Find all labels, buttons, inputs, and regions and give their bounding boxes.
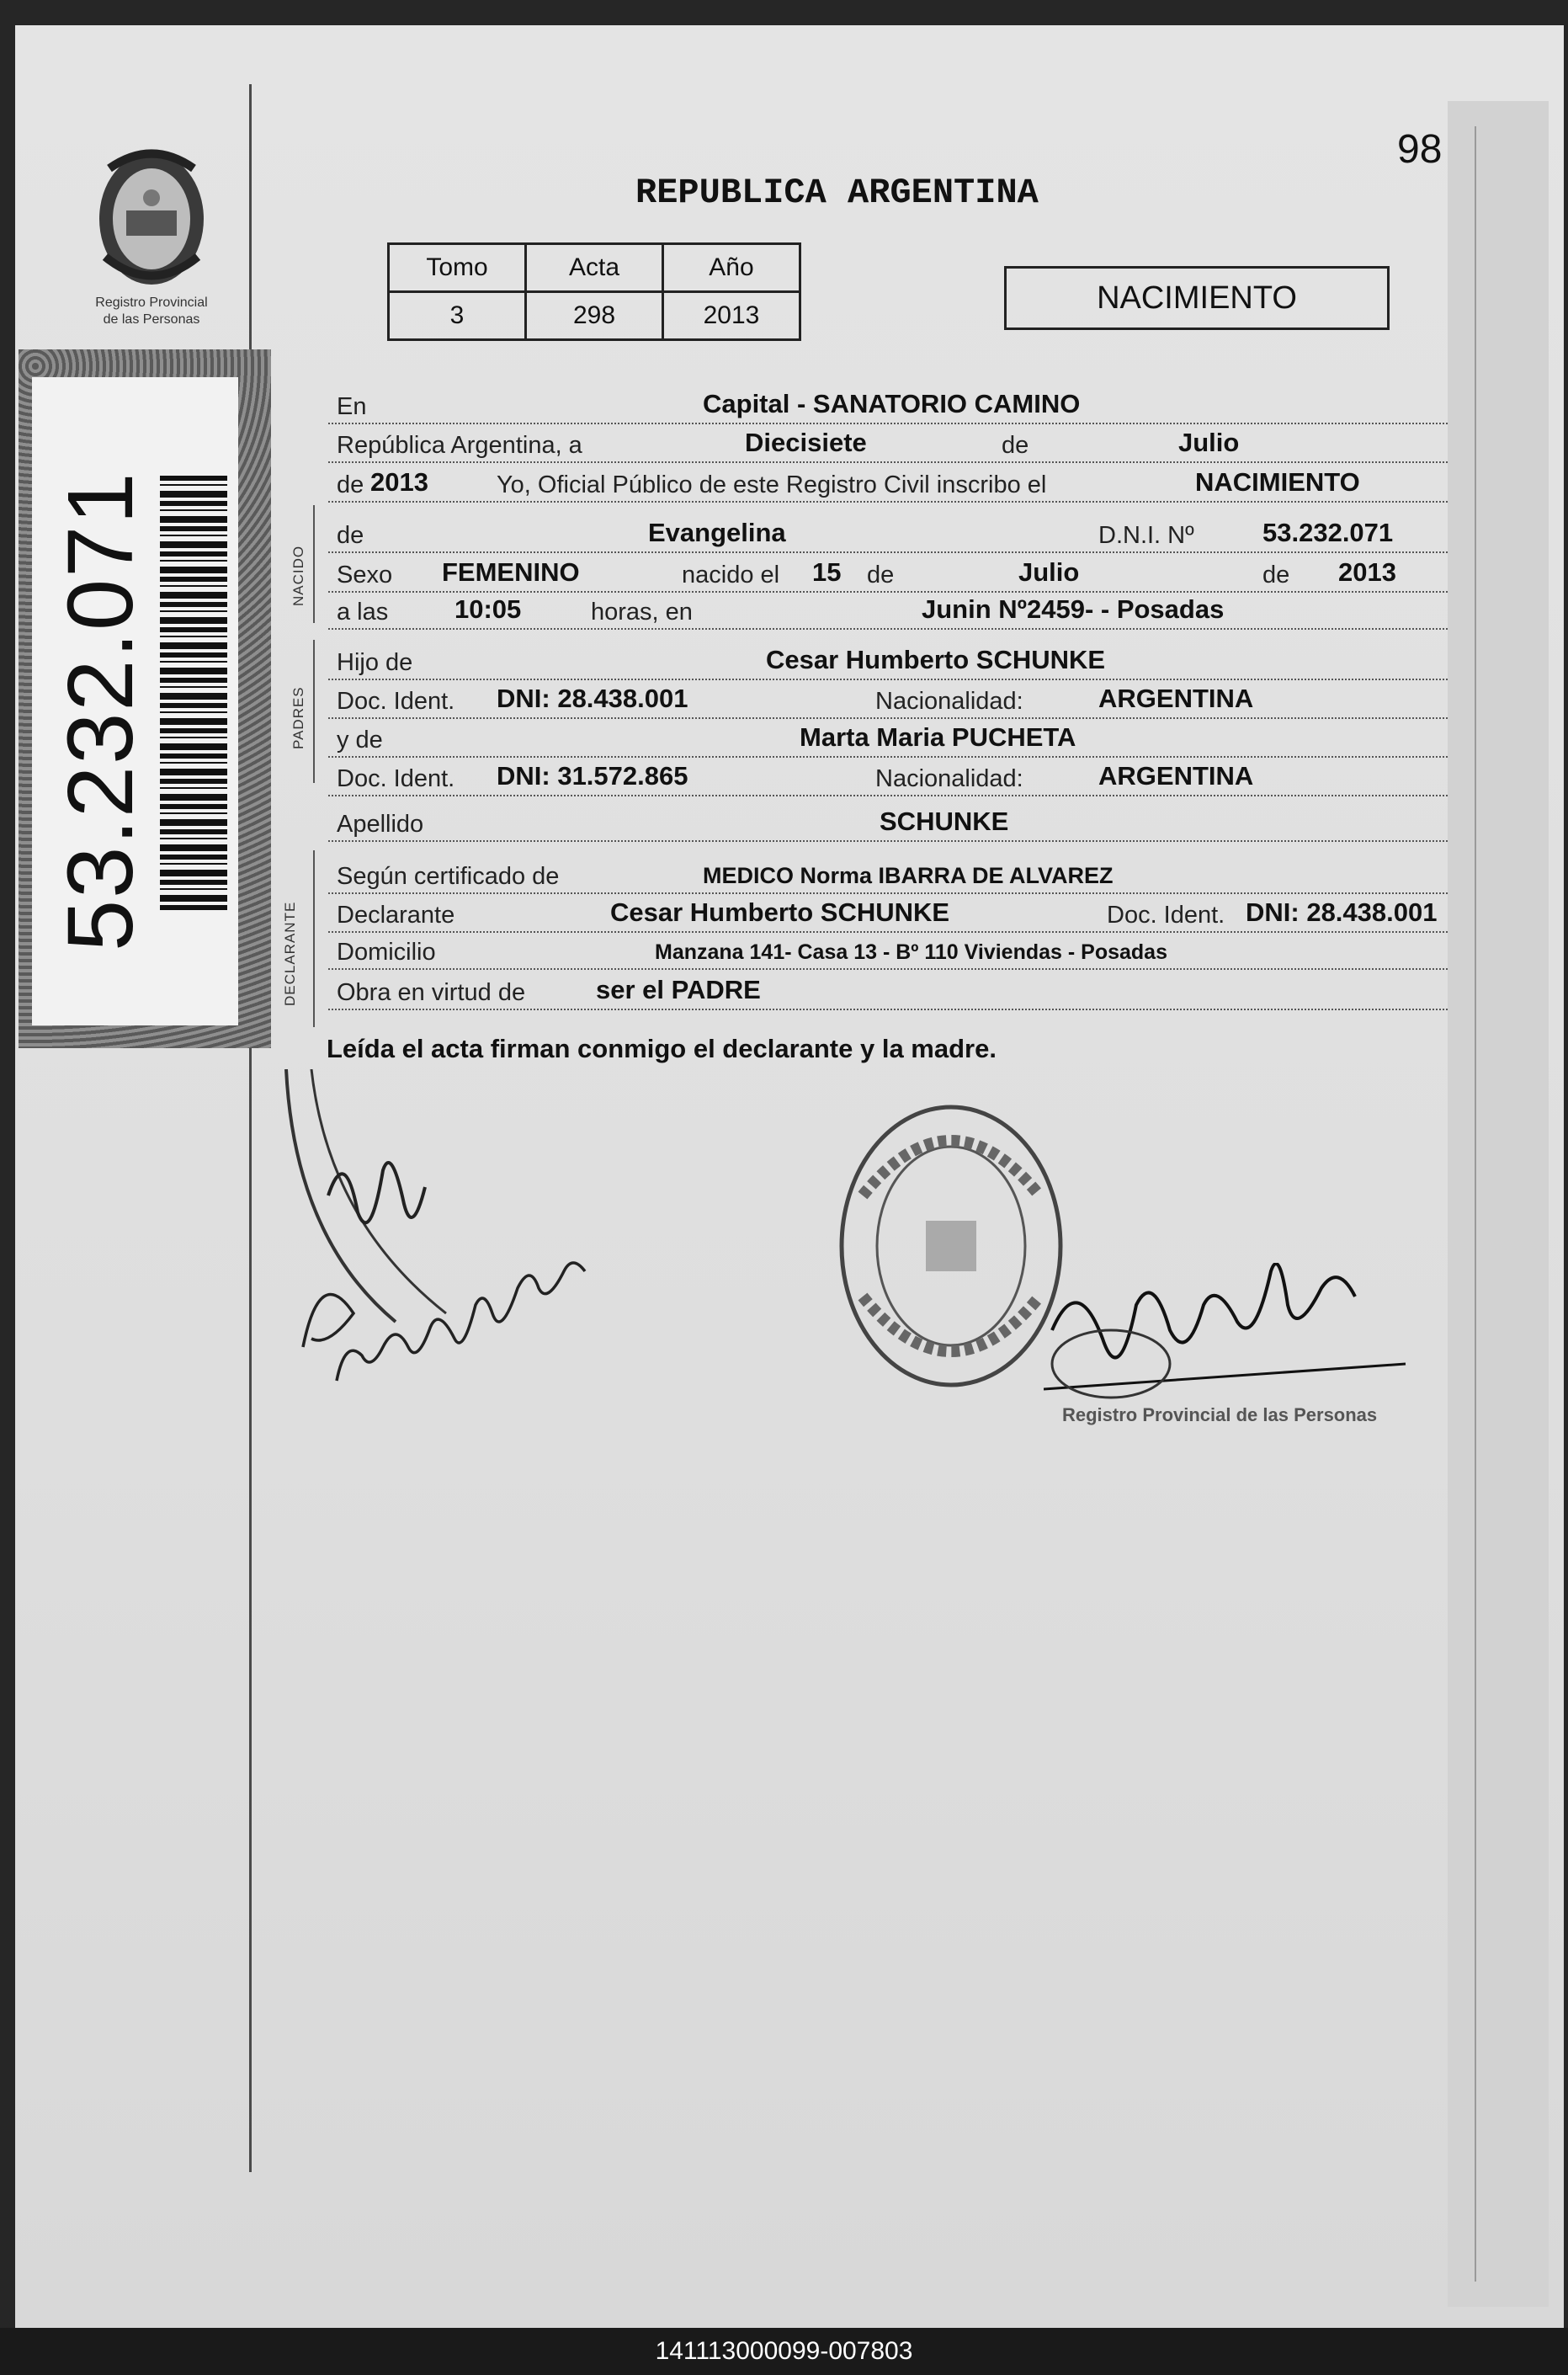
form-line-address	[328, 935, 1448, 970]
label-number: 53.232.071	[49, 471, 152, 951]
value-birth-year: 2013	[1338, 557, 1396, 587]
label-horas: horas, en	[591, 599, 693, 626]
label-de-3: de	[867, 562, 895, 588]
value-day: Diecisiete	[745, 428, 867, 457]
label-doc-ident-1: Doc. Ident.	[337, 688, 455, 715]
value-reason: ser el PADRE	[596, 975, 761, 1004]
form-line-surname	[328, 807, 1448, 842]
official-stamp	[829, 1094, 1073, 1398]
label-domicilio: Domicilio	[337, 939, 436, 966]
record-type-box: NACIMIENTO	[1004, 266, 1390, 330]
label-doc-ident-2: Doc. Ident.	[337, 765, 455, 792]
closing-statement: Leída el acta firman conmigo el declarante y la madre.	[327, 1034, 997, 1063]
form-line-declarant	[328, 897, 1448, 933]
form-line-date	[328, 428, 1448, 463]
header-acta: Acta	[526, 244, 663, 292]
label-nacionalidad-1: Nacionalidad:	[875, 688, 1023, 715]
record-table	[387, 242, 801, 341]
record-table-header	[389, 244, 800, 292]
value-tomo: 3	[389, 292, 526, 340]
label-declarante: Declarante	[337, 902, 455, 929]
label-de-1: de	[1002, 432, 1029, 459]
section-label-nacido: NACIDO	[290, 545, 306, 606]
mother-signature	[295, 1246, 648, 1389]
value-inscribo: NACIMIENTO	[1195, 467, 1360, 497]
label-inscribo: Yo, Oficial Público de este Registro Civil inscribo el	[497, 471, 1047, 498]
value-father-doc: DNI: 28.438.001	[497, 684, 688, 713]
value-dni: 53.232.071	[1262, 518, 1394, 547]
label-de-4: de	[1262, 562, 1290, 588]
form-line-mother-doc	[328, 761, 1448, 796]
value-father-nationality: ARGENTINA	[1098, 684, 1254, 713]
footer-code: 141113000099-007803	[0, 2328, 1568, 2375]
form-line-reason	[328, 975, 1448, 1010]
form-line-mother	[328, 722, 1448, 758]
registry-caption-line-2: de las Personas	[103, 312, 200, 327]
value-birth-month: Julio	[1018, 557, 1080, 587]
page-edge	[1448, 101, 1549, 2307]
value-certificate: MEDICO Norma IBARRA DE ALVAREZ	[703, 863, 1114, 888]
registry-caption-line-1: Registro Provincial	[95, 296, 208, 310]
form-line-place	[328, 389, 1448, 424]
right-rule	[1475, 126, 1476, 2282]
label-nacido: nacido el	[682, 562, 780, 588]
label-certificado: Según certificado de	[337, 863, 560, 890]
value-surname: SCHUNKE	[880, 807, 1009, 836]
value-declarant: Cesar Humberto SCHUNKE	[610, 897, 950, 927]
form-line-name	[328, 518, 1448, 553]
barcode	[160, 476, 227, 913]
form-line-inscribo	[328, 467, 1448, 503]
value-address: Manzana 141- Casa 13 - Bº 110 Viviendas - Posadas	[655, 940, 1167, 964]
label-sexo: Sexo	[337, 562, 393, 588]
section-bar-declarante	[313, 850, 315, 1027]
official-signature	[1044, 1263, 1414, 1414]
value-mother-name: Marta Maria PUCHETA	[800, 722, 1076, 752]
value-birth-day: 15	[812, 557, 842, 587]
value-first-name: Evangelina	[648, 518, 786, 547]
value-ano: 2013	[663, 292, 800, 340]
label-obra: Obra en virtud de	[337, 979, 526, 1006]
label-name-de: de	[337, 522, 364, 549]
value-birth-place: Junin Nº2459- - Posadas	[922, 594, 1225, 624]
value-sex: FEMENINO	[442, 557, 580, 587]
form-line-certificate	[328, 859, 1448, 894]
form-line-father-doc	[328, 684, 1448, 719]
coat-of-arms-logo	[84, 139, 219, 290]
record-table-values	[389, 292, 800, 340]
label-de-2: de	[337, 471, 364, 498]
value-place-of-record: Capital - SANATORIO CAMINO	[703, 389, 1081, 418]
label-decl-doc: Doc. Ident.	[1107, 902, 1225, 929]
value-acta: 298	[526, 292, 663, 340]
form-line-sex	[328, 557, 1448, 593]
label-en: En	[337, 393, 367, 420]
country-title: REPUBLICA ARGENTINA	[635, 173, 1039, 213]
value-declarant-doc: DNI: 28.438.001	[1246, 897, 1438, 927]
value-year: 2013	[370, 467, 428, 497]
header-tomo: Tomo	[389, 244, 526, 292]
section-bar-padres	[313, 640, 315, 783]
value-month: Julio	[1178, 428, 1240, 457]
label-dni: D.N.I. Nº	[1098, 522, 1194, 549]
official-registry-caption: Registro Provincial de las Personas	[1062, 1404, 1378, 1425]
label-a-las: a las	[337, 599, 389, 626]
section-label-padres: PADRES	[290, 686, 306, 749]
section-bar-nacido	[313, 505, 315, 623]
header-ano: Año	[663, 244, 800, 292]
section-label-declarante: DECLARANTE	[282, 901, 298, 1006]
label-republica: República Argentina, a	[337, 432, 582, 459]
form-line-father	[328, 645, 1448, 680]
form-line-time	[328, 594, 1448, 630]
label-apellido: Apellido	[337, 811, 424, 838]
page-number: 98	[1397, 127, 1443, 172]
value-time: 10:05	[454, 594, 522, 624]
value-mother-nationality: ARGENTINA	[1098, 761, 1254, 791]
value-father-name: Cesar Humberto SCHUNKE	[766, 645, 1106, 674]
label-nacionalidad-2: Nacionalidad:	[875, 765, 1023, 792]
value-mother-doc: DNI: 31.572.865	[497, 761, 688, 791]
label-y-de: y de	[337, 727, 383, 754]
label-hijo-de: Hijo de	[337, 649, 413, 676]
